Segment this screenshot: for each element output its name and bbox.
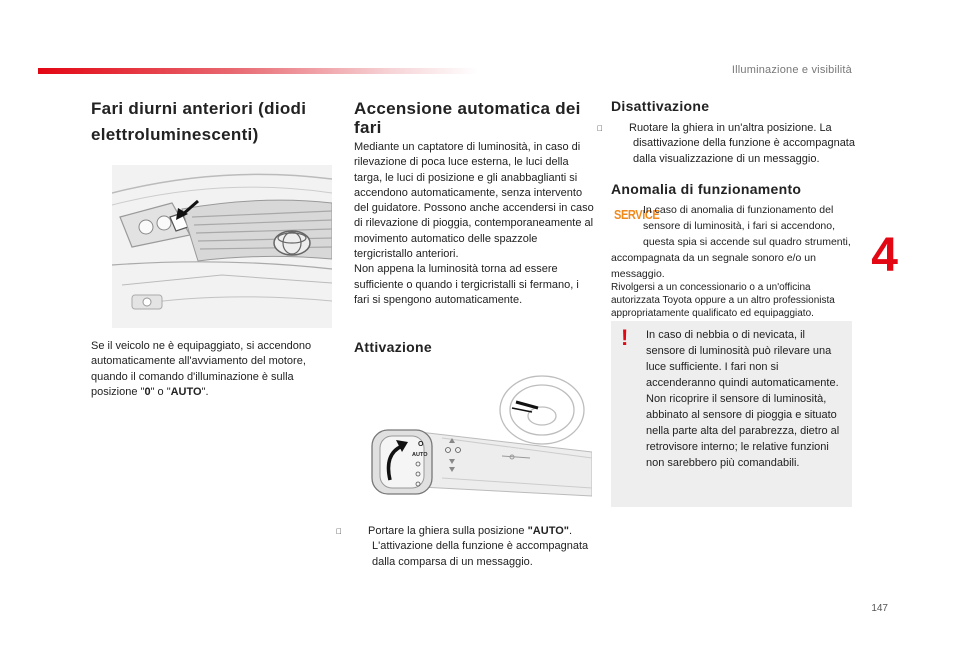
fault-text-body: In caso di anomalia di funzionamento del sensore di luminosità, i fari si accendono, questa spia si accende sul quadro strumenti, accompagnata da un segnale sonoro e/o un messaggio. xyxy=(611,204,851,280)
chapter-number: 4 xyxy=(871,229,898,282)
activation-auto: "AUTO" xyxy=(527,525,569,537)
daytime-lights-title: Fari diurni anteriori (diodi elettroluminescenti) xyxy=(91,99,307,144)
activation-text-a: Portare la ghiera sulla posizione xyxy=(368,525,528,537)
section-title: Illuminazione e visibilità xyxy=(731,64,852,76)
light-stalk-drawing xyxy=(362,368,592,498)
deactivation-step xyxy=(615,121,873,167)
daytime-lights-text-b: " o " xyxy=(150,385,171,398)
page-number: 147 xyxy=(871,603,888,614)
position-auto: AUTO xyxy=(170,385,202,398)
fault-title: Anomalia di funzionamento xyxy=(611,181,802,197)
auto-lights-title: Accensione automatica dei fari xyxy=(354,99,581,137)
fault-text xyxy=(611,202,856,282)
service-spacer xyxy=(611,202,643,248)
activation-step xyxy=(354,524,602,570)
bullet-marker xyxy=(615,121,629,136)
stalk-label-o: O xyxy=(418,441,424,448)
car-front-illustration xyxy=(112,165,332,328)
car-front-drawing xyxy=(112,165,332,328)
header-accent-bar xyxy=(38,68,478,74)
bullet-marker xyxy=(354,524,368,539)
service-label: SERVICE xyxy=(614,207,660,222)
activation-text-b: . L'attivazione della funzione è accompagnata dalla comparsa di un messaggio. xyxy=(372,525,589,568)
daytime-lights-text xyxy=(91,339,326,400)
warning-box xyxy=(611,321,852,507)
dealer-text: Rivolgersi a un concessionario o a un'officina autorizzata Toyota oppure a un altro professionista appropriatamente qualificato ed equipaggiato. xyxy=(611,282,835,319)
warning-text: In caso di nebbia o di nevicata, il sensore di luminosità può rilevare una luce sufficiente. I fari non si accenderanno quindi automaticamente. Non ricoprire il sensore di luminosità, abbinato al sensore di pioggia e situato nella parte alta del parabrezza, dietro al retrovisore interno; le relative funzioni non sarebbero più comandabili. xyxy=(646,329,840,469)
deactivation-title: Disattivazione xyxy=(611,98,710,114)
daytime-lights-text-c: ". xyxy=(201,385,209,398)
warning-mark: ! xyxy=(621,325,629,350)
auto-lights-text: Mediante un captatore di luminosità, in caso di rilevazione di poca luce esterna, le luci della targa, le luci di posizione e gli anabbaglianti si accendono automaticamente, senza intervento del guidatore. Possono anche accendersi in caso di rilevazione di pioggia, contemporaneamente al movimento automatico delle spazzole tergicristallo anteriori. Non appena la luminosità torna ad essere sufficiente o quando i tergicristalli si fermano, i fari si spengono automaticamente. xyxy=(354,141,594,306)
deactivation-text: Ruotare la ghiera in un'altra posizione. La disattivazione della funzione è accompagnata dalla visualizzazione di un messaggio. xyxy=(629,122,855,165)
stalk-label-auto: AUTO xyxy=(412,452,428,458)
daytime-lights-text-a: Se il veicolo ne è equipaggiato, si accendono automaticamente all'avviamento del motore, quando il comando d'illuminazione è sulla posizione " xyxy=(91,340,312,398)
light-stalk-illustration xyxy=(362,368,592,498)
position-zero: 0 xyxy=(144,385,151,398)
activation-title: Attivazione xyxy=(354,339,432,355)
